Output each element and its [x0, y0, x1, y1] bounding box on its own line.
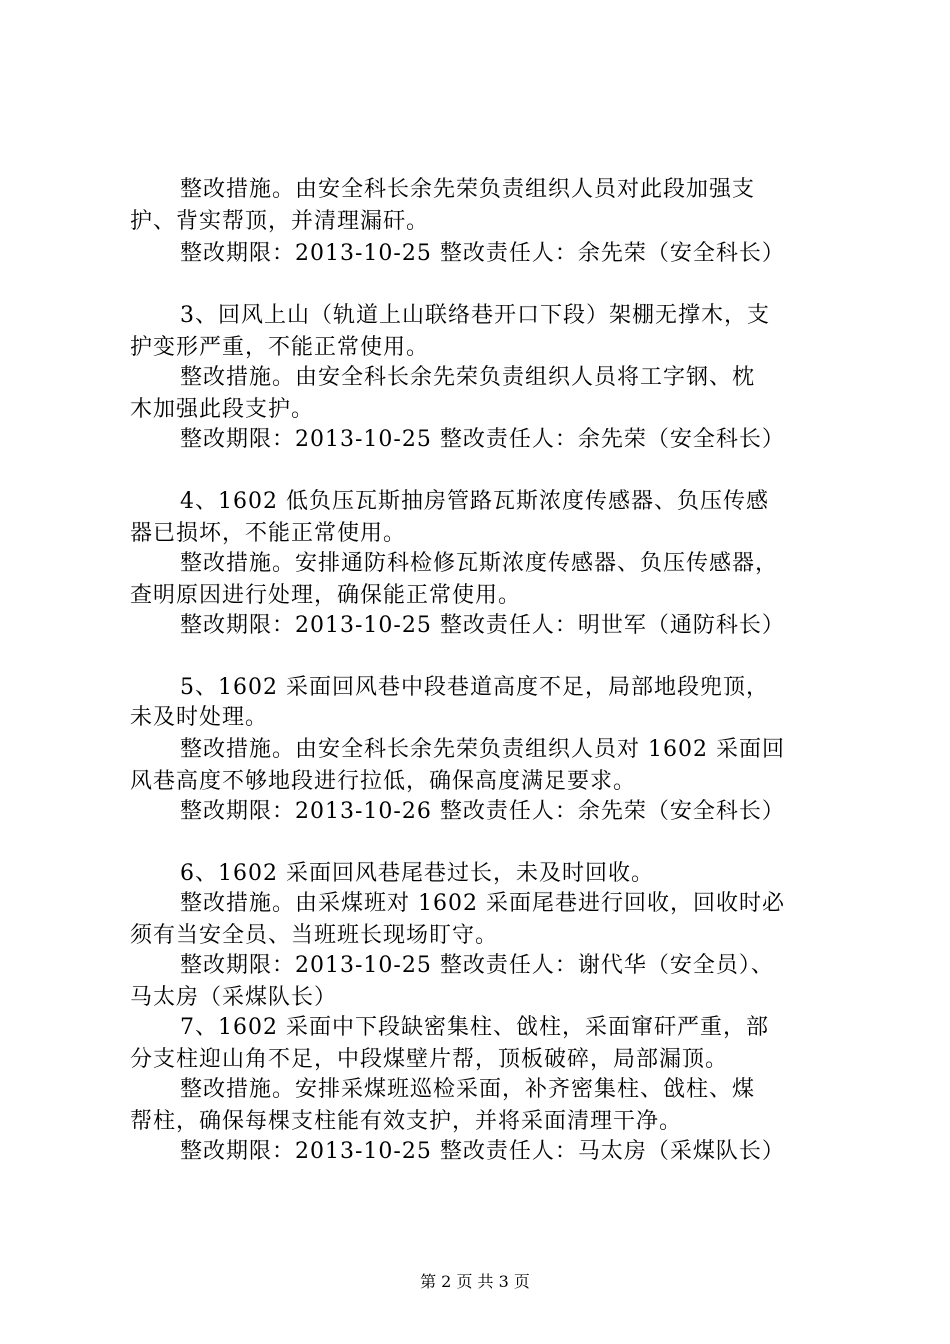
paragraph-line: 马太房（采煤队长） — [130, 985, 338, 1010]
deadline-line: 整改期限：2013-10-25 整改责任人：谢代华（安全员）、 — [180, 953, 774, 978]
item-heading: 7、1602 采面中下段缺密集柱、戗柱，采面窜矸严重，部 — [180, 1015, 769, 1040]
paragraph-line: 帮柱，确保每棵支柱能有效支护，并将采面清理干净。 — [130, 1109, 683, 1134]
paragraph-line: 整改措施。由安全科长余先荣负责组织人员对 1602 采面回 — [180, 737, 785, 762]
paragraph-line: 整改措施。安排通防科检修瓦斯浓度传感器、负压传感器， — [180, 551, 779, 576]
paragraph-line: 整改措施。安排采煤班巡检采面，补齐密集柱、戗柱、煤 — [180, 1077, 756, 1102]
paragraph-line: 护变形严重，不能正常使用。 — [130, 335, 430, 360]
deadline-line: 整改期限：2013-10-25 整改责任人：马太房（采煤队长） — [180, 1139, 785, 1164]
item-heading: 4、1602 低负压瓦斯抽房管路瓦斯浓度传感器、负压传感 — [180, 489, 769, 514]
deadline-line: 整改期限：2013-10-26 整改责任人：余先荣（安全科长） — [180, 799, 785, 824]
paragraph-line: 整改措施。由安全科长余先荣负责组织人员将工字钢、枕 — [180, 365, 756, 390]
paragraph-line: 器已损坏，不能正常使用。 — [130, 521, 407, 546]
paragraph-line: 查明原因进行处理，确保能正常使用。 — [130, 583, 522, 608]
item-heading: 3、回风上山（轨道上山联络巷开口下段）架棚无撑木，支 — [180, 303, 770, 328]
deadline-line: 整改期限：2013-10-25 整改责任人：余先荣（安全科长） — [180, 427, 785, 452]
paragraph-line: 风巷高度不够地段进行拉低，确保高度满足要求。 — [130, 769, 637, 794]
paragraph-line: 未及时处理。 — [130, 705, 269, 730]
paragraph-line: 木加强此段支护。 — [130, 397, 315, 422]
deadline-line: 整改期限：2013-10-25 整改责任人：余先荣（安全科长） — [180, 241, 785, 266]
item-heading: 5、1602 采面回风巷中段巷道高度不足，局部地段兜顶， — [180, 675, 769, 700]
paragraph-line: 须有当安全员、当班班长现场盯守。 — [130, 923, 499, 948]
paragraph-line: 分支柱迎山角不足，中段煤壁片帮，顶板破碎，局部漏顶。 — [130, 1047, 729, 1072]
paragraph-line: 整改措施。由安全科长余先荣负责组织人员对此段加强支 — [180, 177, 756, 202]
deadline-line: 整改期限：2013-10-25 整改责任人：明世军（通防科长） — [180, 613, 785, 638]
paragraph-line: 整改措施。由采煤班对 1602 采面尾巷进行回收，回收时必 — [180, 891, 785, 916]
page-number-footer: 第 2 页 共 3 页 — [420, 1272, 530, 1291]
paragraph-line: 护、背实帮顶，并清理漏矸。 — [130, 209, 430, 234]
item-heading: 6、1602 采面回风巷尾巷过长，未及时回收。 — [180, 861, 654, 886]
